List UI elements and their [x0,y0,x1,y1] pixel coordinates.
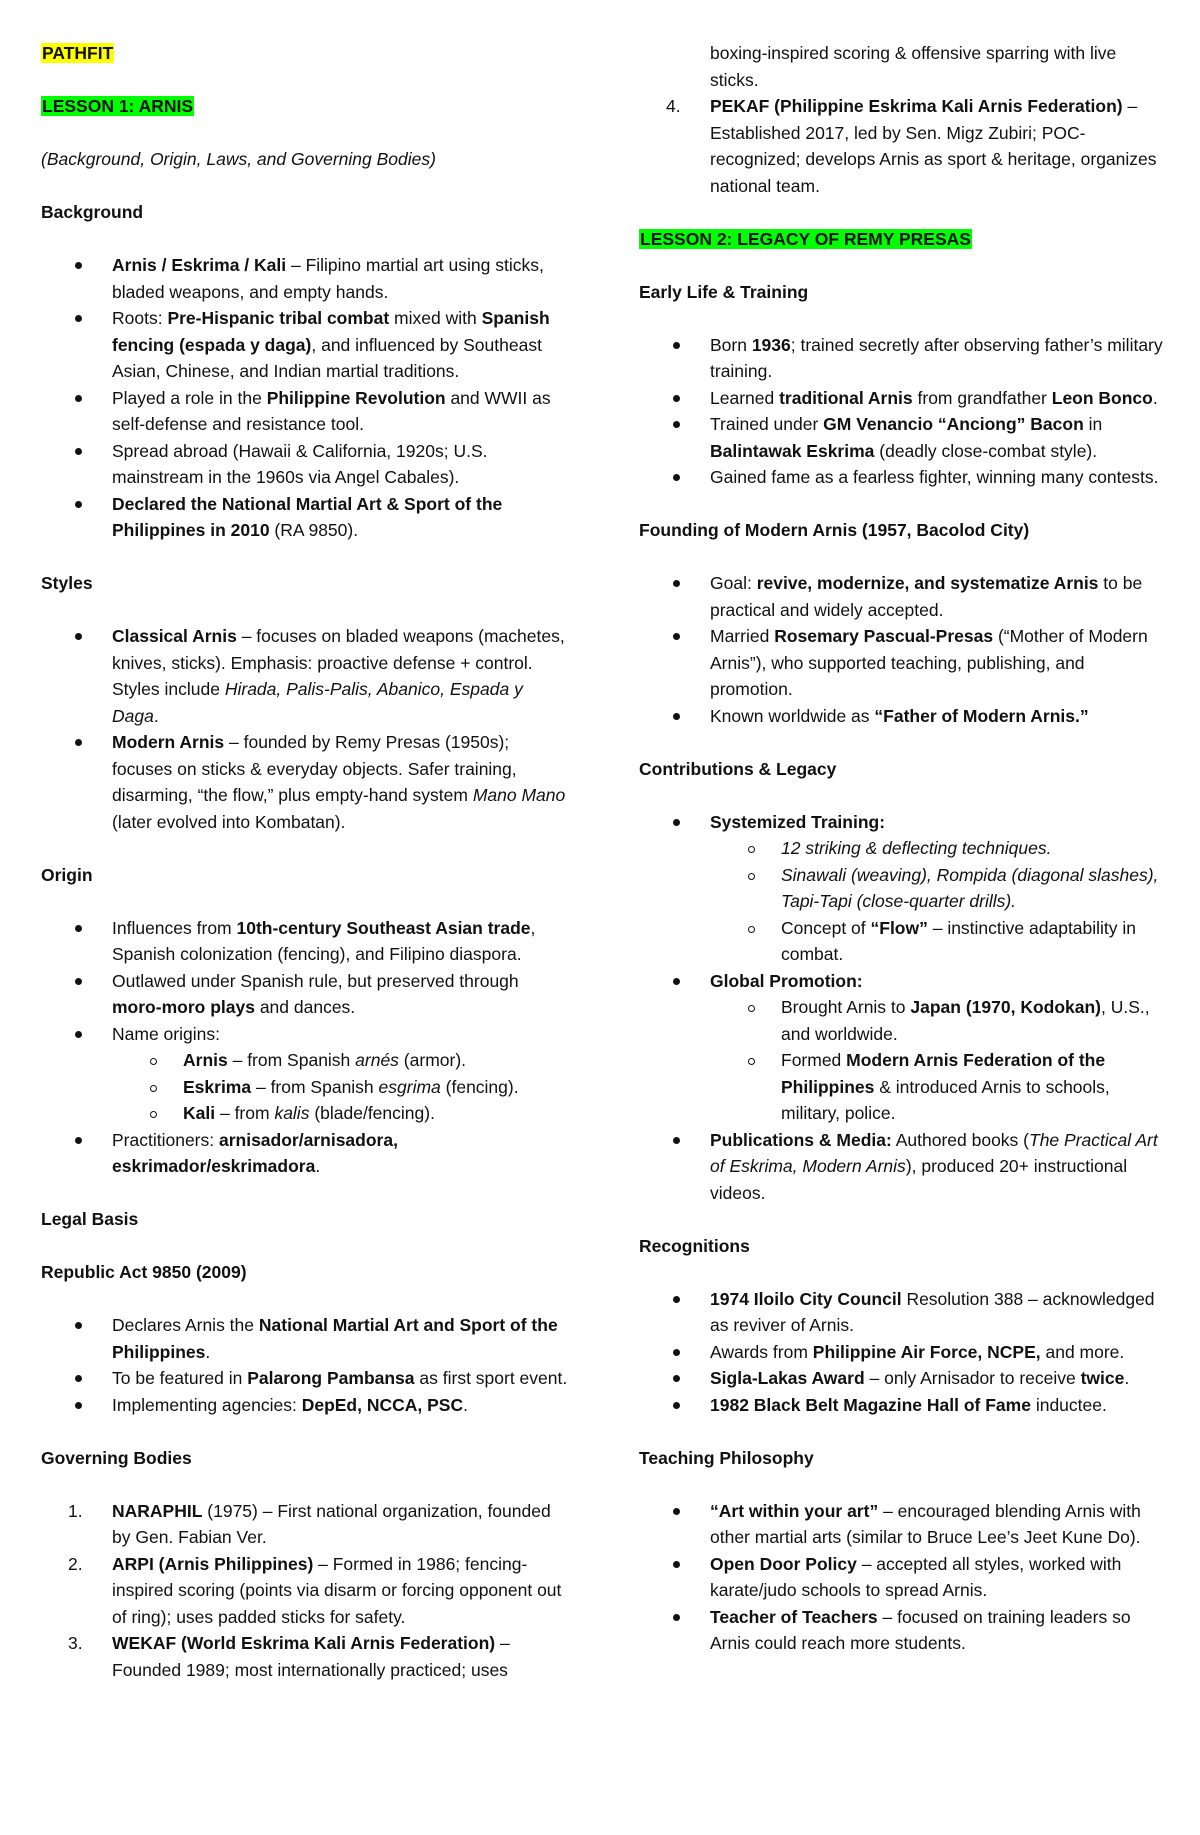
styles-heading: Styles [41,573,93,593]
list-item: 3. WEKAF (World Eskrima Kali Arnis Federation) – Founded 1989; most internationally practiced; uses [68,1633,510,1680]
list-item: Trained under GM Venancio “Anciong” Bacon in Balintawak Eskrima (deadly close-combat style). [710,414,1103,461]
list-item: Arnis / Eskrima / Kali – Filipino martial art using sticks, bladed weapons, and empty hands. [112,255,544,302]
sub-list-item: Eskrima – from Spanish esgrima (fencing). [183,1076,519,1097]
background-heading: Background [41,202,144,222]
list-item-continued: boxing-inspired scoring & offensive sparring with live sticks. [710,43,1117,90]
list-item: Born 1936; trained secretly after observing father’s military training. [710,334,1163,381]
founding-list [639,570,1169,729]
list-item: Global Promotion: [710,970,863,991]
early-life-heading: Early Life & Training [639,281,809,302]
founding-heading: Founding of Modern Arnis (1957, Bacolod City) [639,520,1030,540]
list-item: 2. ARPI (Arnis Philippines) – Formed in 1986; fencing-inspired scoring (points via disarm or forcing opponent out of ring); uses padded sticks for safety. [68,1553,562,1627]
contributions-heading: Contributions & Legacy [639,758,837,779]
list-item: 1. NARAPHIL (1975) – First national organization, founded by Gen. Fabian Ver. [68,1500,551,1547]
list-item: Roots: Pre-Hispanic tribal combat mixed with Spanish fencing (espada y daga), and influenced by Southeast Asian, Chinese, and Indian martial traditions. [112,308,550,381]
lesson1-title: LESSON 1: ARNIS [42,96,194,116]
list-item: Sigla-Lakas Award – only Arnisador to receive twice. [710,1368,1130,1388]
sub-list-item: Concept of “Flow” – instinctive adaptability in combat. [781,917,1137,964]
list-item: Outlawed under Spanish rule, but preserved through moro-moro plays and dances. [112,970,519,1017]
ra-heading: Republic Act 9850 (2009) [41,1262,247,1282]
list-item: 1982 Black Belt Magazine Hall of Fame inductee. [710,1394,1107,1415]
list-item: Declares Arnis the National Martial Art and Sport of the Philippines. [112,1315,558,1362]
list-item: Teacher of Teachers – focused on training leaders so Arnis could reach more students. [710,1606,1131,1653]
list-item: Awards from Philippine Air Force, NCPE, and more. [710,1341,1125,1362]
sub-list-item: 12 striking & deflecting techniques. [781,838,1052,858]
sub-list-item: Kali – from kalis (blade/fencing). [183,1103,435,1123]
origin-heading: Origin [41,864,93,885]
recognitions-list [639,1286,1169,1419]
origin-list [41,915,571,1180]
early-life-list [639,332,1169,491]
contributions-list [639,809,1169,1207]
background-list [41,252,571,544]
list-item: Known worldwide as “Father of Modern Arnis.” [710,705,1089,726]
teaching-list [639,1498,1169,1657]
list-item: Open Door Policy – accepted all styles, worked with karate/judo schools to spread Arnis. [710,1553,1122,1600]
list-item: To be featured in Palarong Pambansa as first sport event. [112,1368,568,1388]
list-item: Name origins: [112,1023,220,1044]
list-item: 4. PEKAF (Philippine Eskrima Kali Arnis Federation) – Established 2017, led by Sen. Migz Zubiri; POC-recognized; develops Arnis as sport & heritage, organizes national team. [666,96,1157,196]
recognitions-heading: Recognitions [639,1235,750,1256]
legal-heading: Legal Basis [41,1209,139,1229]
list-item: 1974 Iloilo City Council Resolution 388 – acknowledged as reviver of Arnis. [710,1288,1155,1335]
right-column [639,40,1169,1657]
governing-list [41,1498,571,1684]
sub-list-item: Formed Modern Arnis Federation of the Philippines & introduced Arnis to schools, military, police. [781,1050,1110,1123]
sub-list-item: Brought Arnis to Japan (1970, Kodokan), U.S., and worldwide. [781,997,1150,1044]
list-item: “Art within your art” – encouraged blending Arnis with other martial arts (similar to Bruce Lee’s Jeet Kune Do). [710,1500,1141,1547]
list-item: Learned traditional Arnis from grandfather Leon Bonco. [710,387,1158,408]
list-item: Goal: revive, modernize, and systematize Arnis to be practical and widely accepted. [710,573,1143,620]
lesson2-title: LESSON 2: LEGACY OF REMY PRESAS [640,228,971,249]
list-item: Modern Arnis – founded by Remy Presas (1950s); focuses on sticks & everyday objects. Safer training, disarming, “the flow,” plus empty-hand system Mano Mano (later evolved into Kombatan). [112,732,566,832]
list-item: Publications & Media: Authored books (The Practical Art of Eskrima, Modern Arnis), produced 20+ instructional videos. [710,1129,1158,1203]
list-item: Implementing agencies: DepEd, NCCA, PSC. [112,1394,468,1415]
sub-list-item: Arnis – from Spanish arnés (armor). [183,1050,467,1070]
list-item: Spread abroad (Hawaii & California, 1920s; U.S. mainstream in the 1960s via Angel Cabales). [112,440,488,487]
list-item: Classical Arnis – focuses on bladed weapons (machetes, knives, sticks). Emphasis: proactive defense + control. Styles include Hirada, Palis-Palis, Abanico, Espada y Daga. [112,626,565,726]
list-item: Gained fame as a fearless fighter, winning many contests. [710,467,1159,487]
list-item: Influences from 10th-century Southeast Asian trade, Spanish colonization (fencing), and Filipino diaspora. [112,917,536,964]
teaching-heading: Teaching Philosophy [639,1447,814,1468]
list-item: Married Rosemary Pascual-Presas (“Mother of Modern Arnis”), who supported teaching, publishing, and promotion. [710,626,1148,699]
styles-list [41,623,571,835]
pathfit-label: PATHFIT [42,43,114,63]
legal-list [41,1312,571,1418]
left-column [41,40,571,1683]
governing-heading: Governing Bodies [41,1447,192,1468]
list-item: Practitioners: arnisador/arnisadora, eskrimador/eskrimadora. [112,1129,398,1176]
list-item: Played a role in the Philippine Revolution and WWII as self-defense and resistance tool. [112,387,551,434]
sub-list-item: Sinawali (weaving), Rompida (diagonal slashes), Tapi-Tapi (close-quarter drills). [781,864,1159,911]
list-item: Systemized Training: [710,811,886,832]
lesson1-subtitle: (Background, Origin, Laws, and Governing Bodies) [41,149,436,169]
list-item: Declared the National Martial Art & Sport of the Philippines in 2010 (RA 9850). [112,493,503,540]
